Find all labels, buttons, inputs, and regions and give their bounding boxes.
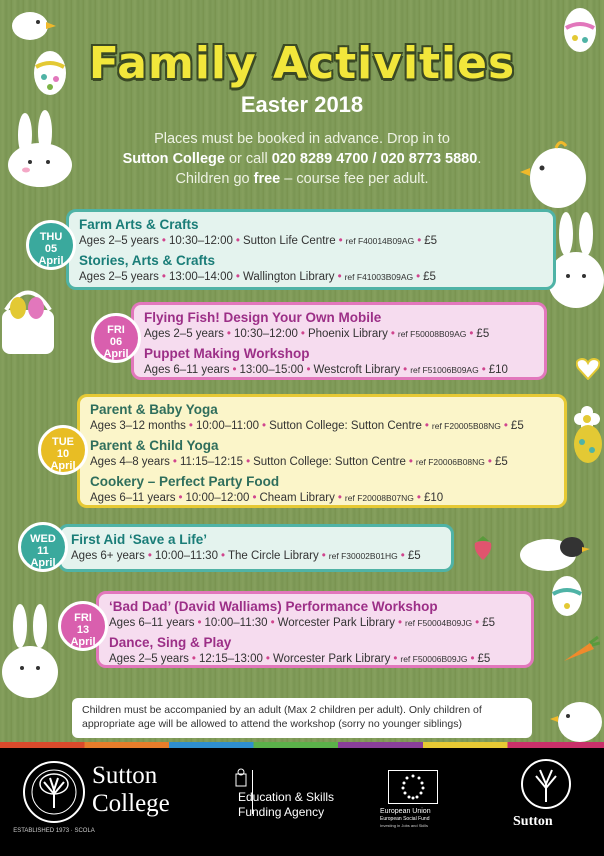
date-badge xyxy=(58,601,108,651)
activity-time: 10:30–12:00 xyxy=(168,235,233,247)
date-badge xyxy=(38,425,88,475)
easter-egg-icon xyxy=(550,568,584,618)
activity-venue: Worcester Park Library xyxy=(272,653,391,665)
date-number: 05 xyxy=(44,243,58,255)
activity-ages: Ages 6–11 years xyxy=(144,364,230,376)
activity-title: Puppet Making Workshop xyxy=(144,346,310,361)
page-title: Family Activities xyxy=(88,38,516,89)
activity-price: £5 xyxy=(407,550,421,562)
date-day: FRI xyxy=(74,612,92,624)
activity-title: Cookery – Perfect Party Food xyxy=(90,474,280,489)
activity-venue: The Circle Library xyxy=(228,550,319,562)
date-month: April xyxy=(30,557,56,569)
date-month: April xyxy=(103,348,129,360)
activity-ref: ref F40014B09AG xyxy=(345,236,415,246)
sutton-council-name: Sutton xyxy=(513,814,553,829)
college-name: Sutton College xyxy=(122,151,225,167)
activity-ref: ref F51006B09AG xyxy=(410,365,479,375)
notice-box: Children must be accompanied by an adult (Max 2 children per adult). Only children of appropriate age will be allowed to attend the workshop (sorry no younger siblings) xyxy=(72,698,532,738)
activity-details: Ages 6–11 years • 10:00–11:30 • Worcester Park Library • ref F50004B09JG • £5 xyxy=(109,617,495,629)
activity-time: 10:00–12:00 xyxy=(185,492,250,504)
activity-venue: Wallington Library xyxy=(242,271,335,283)
day-card-fri-13 xyxy=(96,591,534,668)
activity-price: £5 xyxy=(482,617,495,629)
activity-venue: Cheam Library xyxy=(259,492,335,504)
activity-details: Ages 2–5 years • 12:15–13:00 • Worcester Park Library • ref F50006B09JG • £5 xyxy=(109,653,491,665)
esfa-line1: Education & Skills xyxy=(238,790,335,804)
activity-venue: Sutton Life Centre xyxy=(242,235,336,247)
activity-details: Ages 2–5 years • 10:30–12:00 • Sutton Life Centre • ref F40014B09AG • £5 xyxy=(79,235,438,247)
date-day: WED xyxy=(30,533,56,545)
activity-price: £5 xyxy=(510,420,524,432)
activity-details: Ages 2–5 years • 10:30–12:00 • Phoenix Library • ref F50008B09AG • £5 xyxy=(144,328,490,340)
date-month: April xyxy=(50,460,76,472)
date-badge xyxy=(18,522,68,572)
activity-price: £10 xyxy=(423,492,444,504)
eu-line3: Investing in Jobs and Skills xyxy=(380,823,429,828)
footer xyxy=(0,748,604,856)
eu-flag-icon xyxy=(388,770,438,804)
activity-time: 13:00–14:00 xyxy=(168,271,233,283)
esfa-line2: Funding Agency xyxy=(238,805,325,819)
activity-price: £5 xyxy=(424,235,438,247)
intro-children: Children go xyxy=(175,171,254,187)
college-name-line1: Sutton xyxy=(92,762,158,789)
date-month: April xyxy=(70,636,96,648)
royal-crest-icon xyxy=(232,768,250,790)
activity-title: First Aid ‘Save a Life’ xyxy=(71,532,208,547)
egg-basket-illustration xyxy=(0,280,56,360)
date-badge xyxy=(91,313,141,363)
activity-time: 10:00–11:00 xyxy=(195,420,260,432)
activity-title: Flying Fish! Design Your Own Mobile xyxy=(144,310,382,325)
easter-egg-icon xyxy=(572,420,604,464)
date-number: 06 xyxy=(109,336,123,348)
day-card-wed-11 xyxy=(58,524,454,572)
bunny-illustration xyxy=(0,600,64,700)
activity-details: Ages 2–5 years • 13:00–14:00 • Wallington Library • ref F41003B09AG • £5 xyxy=(79,271,436,283)
college-name-line2: College xyxy=(92,790,170,817)
date-badge xyxy=(26,220,76,270)
activity-title: Dance, Sing & Play xyxy=(109,635,232,650)
date-day: FRI xyxy=(107,324,125,336)
chick-illustration xyxy=(520,128,590,218)
intro-line: Places must be booked in advance. Drop in to xyxy=(154,131,450,147)
activity-ages: Ages 6+ years xyxy=(71,550,145,562)
date-number: 13 xyxy=(76,624,90,636)
activity-ages: Ages 2–5 years xyxy=(79,235,159,247)
activity-ages: Ages 2–5 years xyxy=(144,328,224,340)
intro-text: Places must be booked in advance. Drop in to Sutton College or call 020 8289 4700 / 020 8773 5880. Children go free – course fee per adult. xyxy=(122,131,482,187)
activity-ref: ref F20006B08NG xyxy=(415,457,485,467)
activity-ref: ref F20005B08NG xyxy=(431,421,501,431)
activity-ref: ref F50006B09JG xyxy=(400,654,468,664)
college-seal-text: ESTABLISHED 1973 · SCOLA xyxy=(13,828,95,834)
activity-price: £5 xyxy=(423,271,436,283)
sutton-council-logo-icon xyxy=(520,758,572,810)
activity-time: 11:15–12:15 xyxy=(179,456,244,468)
activity-ref: ref F41003B09AG xyxy=(344,272,414,282)
activity-venue: Sutton College: Sutton Centre xyxy=(253,456,406,468)
date-month: April xyxy=(38,255,64,267)
activity-time: 13:00–15:00 xyxy=(239,364,304,376)
activity-title: Parent & Child Yoga xyxy=(90,438,219,453)
activity-venue: Worcester Park Library xyxy=(277,617,396,629)
carrot-icon xyxy=(560,635,600,665)
activity-details: Ages 4–8 years • 11:15–12:15 • Sutton College: Sutton Centre • ref F20006B08NG • £5 xyxy=(90,456,508,468)
activity-ages: Ages 2–5 years xyxy=(109,653,189,665)
phone-numbers: 020 8289 4700 / 020 8773 5880 xyxy=(271,151,478,167)
activity-title: Parent & Baby Yoga xyxy=(90,402,218,417)
activity-time: 12:15–13:00 xyxy=(198,653,263,665)
day-card-fri-06 xyxy=(131,302,547,380)
activity-venue: Sutton College: Sutton Centre xyxy=(269,420,422,432)
activity-ref: ref F30002B01HG xyxy=(328,551,398,561)
activity-venue: Westcroft Library xyxy=(313,364,401,376)
date-number: 11 xyxy=(37,545,49,557)
activity-venue: Phoenix Library xyxy=(307,328,388,340)
free-label: free xyxy=(253,171,281,187)
activity-ages: Ages 6–11 years xyxy=(109,617,195,629)
activity-price: £10 xyxy=(488,364,508,376)
heart-icon xyxy=(576,358,600,380)
activity-title: ‘Bad Dad’ (David Walliams) Performance Workshop xyxy=(109,599,438,614)
intro-call: or call xyxy=(224,151,272,167)
activity-title: Farm Arts & Crafts xyxy=(79,217,199,232)
date-day: TUE xyxy=(52,436,74,448)
activity-ages: Ages 6–11 years xyxy=(90,492,176,504)
intro-fee: – course fee per adult. xyxy=(280,171,429,187)
eu-line1: European Union xyxy=(380,808,431,815)
date-day: THU xyxy=(39,231,63,243)
activity-time: 10:00–11:30 xyxy=(154,550,218,562)
activity-details: Ages 6–11 years • 13:00–15:00 • Westcroft Library • ref F51006B09AG • £10 xyxy=(144,364,508,376)
page-subtitle: Easter 2018 xyxy=(240,92,364,117)
activity-price: £5 xyxy=(476,328,490,340)
day-card-thu-05 xyxy=(66,209,556,290)
bunny-illustration xyxy=(0,110,80,190)
sutton-college-seal-icon xyxy=(22,760,86,824)
date-number: 10 xyxy=(56,448,70,460)
eu-line2: European Social Fund xyxy=(380,816,430,822)
activity-time: 10:30–12:00 xyxy=(233,328,298,340)
activity-ages: Ages 3–12 months xyxy=(90,420,186,432)
activity-details: Ages 6+ years • 10:00–11:30 • The Circle Library • ref F30002B01HG • £5 xyxy=(71,550,421,562)
activity-ref: ref F50004B09JG xyxy=(405,618,473,628)
activity-title: Stories, Arts & Crafts xyxy=(79,253,216,268)
activity-time: 10:00–11:30 xyxy=(204,617,268,629)
chick-illustration xyxy=(548,686,604,742)
activity-price: £5 xyxy=(494,456,508,468)
activity-details: Ages 6–11 years • 10:00–12:00 • Cheam Library • ref F20008B07NG • £10 xyxy=(90,492,444,504)
activity-price: £5 xyxy=(477,653,491,665)
activity-ref: ref F50008B09AG xyxy=(397,329,467,339)
day-card-tue-10 xyxy=(77,394,567,508)
activity-ref: ref F20008B07NG xyxy=(344,493,414,503)
activity-ages: Ages 2–5 years xyxy=(79,271,159,283)
strawberry-icon xyxy=(472,535,494,561)
activity-ages: Ages 4–8 years xyxy=(90,456,170,468)
activity-details: Ages 3–12 months • 10:00–11:00 • Sutton College: Sutton Centre • ref F20005B08NG • £5 xyxy=(90,420,524,432)
